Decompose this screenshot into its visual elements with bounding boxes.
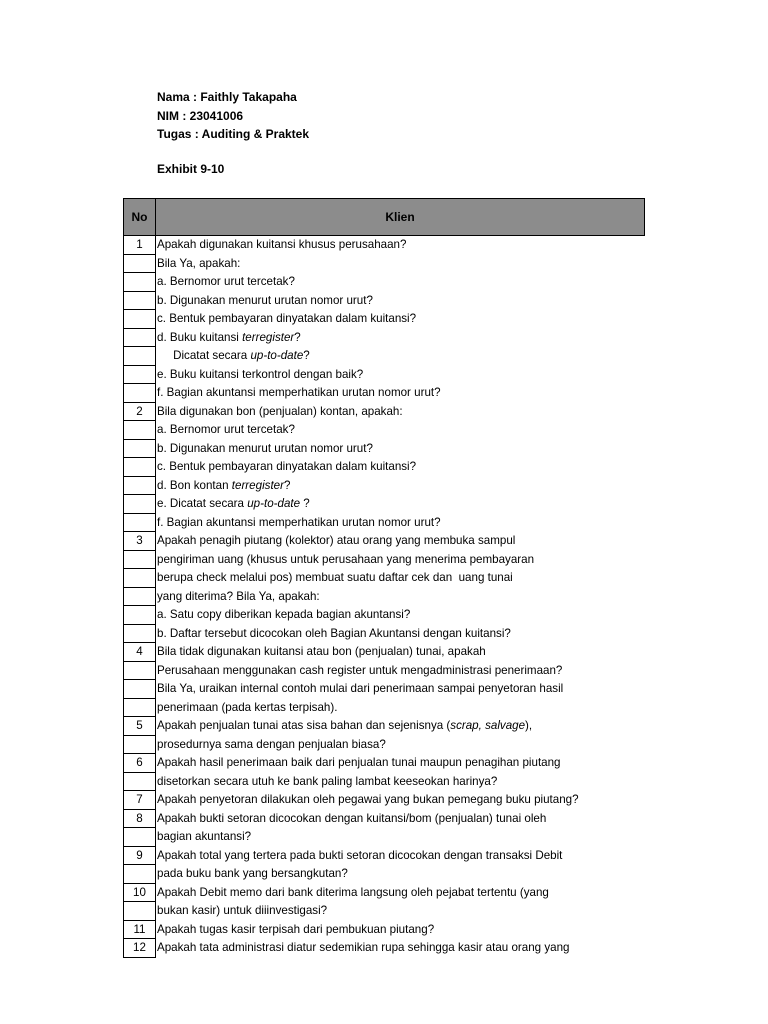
question-text: pengiriman uang (khusus untuk perusahaan yang menerima pembayaran (157, 552, 535, 566)
table-row (124, 865, 645, 884)
question-text: f. Bagian akuntansi memperhatikan urutan nomor urut? (157, 386, 441, 399)
question-text: a. Bernomor urut tercetak? (157, 275, 295, 288)
question-text: c. Bentuk pembayaran dinyatakan dalam kuitansi? (157, 312, 417, 325)
question-text: b. Digunakan menurut urutan nomor urut? (157, 441, 373, 455)
row-number: 8 (124, 809, 156, 828)
table-row (124, 735, 645, 754)
table-row (124, 939, 645, 958)
row-number (124, 865, 156, 884)
table-row (124, 791, 645, 810)
question-text: Apakah Debit memo dari bank diterima langsung oleh pejabat tertentu (yang (157, 885, 549, 899)
row-number (124, 513, 156, 532)
question-text: Apakah bukti setoran dicocokan dengan kuitansi/bom (penjualan) tunai oleh (157, 811, 547, 825)
table-row (124, 902, 645, 921)
question-text: e. Dicatat secara (157, 497, 248, 510)
table-row (124, 809, 645, 828)
table-row (124, 550, 645, 569)
row-question (156, 606, 645, 625)
table-row (124, 532, 645, 551)
question-text: disetorkan secara utuh ke bank paling lambat keeseokan harinya? (157, 774, 498, 788)
student-nim: NIM : 23041006 (157, 108, 244, 123)
question-text: d. Bon kontan (157, 478, 232, 492)
table-row (124, 476, 645, 495)
row-question (156, 439, 645, 458)
row-number (124, 606, 156, 625)
question-text: bagian akuntansi? (157, 830, 252, 843)
question-text: Bila tidak digunakan kuitansi atau bon (penjualan) tunai, apakah (157, 645, 486, 658)
row-question (156, 865, 645, 884)
row-question (156, 328, 645, 347)
table-row (124, 310, 645, 329)
row-number (124, 476, 156, 495)
question-text: Bila Ya, apakah: (157, 256, 241, 270)
table-row (124, 365, 645, 384)
row-question (156, 717, 645, 736)
row-question (156, 772, 645, 791)
question-text: Apakah total yang tertera pada bukti setoran dicocokan dengan transaksi Debit (157, 848, 563, 862)
row-question (156, 587, 645, 606)
question-text: Bila digunakan bon (penjualan) kontan, apakah: (157, 404, 403, 418)
question-text: f. Bagian akuntansi memperhatikan urutan nomor urut? (157, 515, 441, 529)
question-text: b. Daftar tersebut dicocokan oleh Bagian Akuntansi dengan kuitansi? (157, 626, 511, 640)
question-text: Apakah penjualan tunai atas sisa bahan dan sejenisnya ( (157, 719, 451, 732)
row-number (124, 680, 156, 699)
table-row (124, 920, 645, 939)
row-question (156, 513, 645, 532)
question-suffix: ? (294, 330, 301, 344)
questionnaire-table (123, 198, 645, 958)
row-question (156, 550, 645, 569)
row-number: 11 (124, 920, 156, 939)
table-row (124, 439, 645, 458)
row-question (156, 809, 645, 828)
row-number (124, 310, 156, 329)
row-number (124, 902, 156, 921)
row-number (124, 291, 156, 310)
table-row (124, 624, 645, 643)
row-number (124, 698, 156, 717)
row-question (156, 920, 645, 939)
row-question (156, 828, 645, 847)
row-question (156, 347, 645, 366)
row-question (156, 791, 645, 810)
student-name: Nama : Faithly Takapaha (157, 90, 297, 104)
question-text: berupa check melalui pos) membuat suatu daftar cek dan uang tunai (157, 571, 513, 584)
row-question (156, 883, 645, 902)
row-number (124, 384, 156, 403)
question-suffix: ? (300, 497, 310, 510)
row-question (156, 661, 645, 680)
table-row (124, 606, 645, 625)
table-row (124, 347, 645, 366)
row-number (124, 254, 156, 273)
question-text: Apakah tugas kasir terpisah dari pembukuan piutang? (157, 922, 435, 936)
table-row (124, 569, 645, 588)
row-number: 12 (124, 939, 156, 958)
row-number (124, 735, 156, 754)
table-header-row (124, 199, 645, 236)
row-question (156, 476, 645, 495)
row-number (124, 828, 156, 847)
row-question (156, 698, 645, 717)
row-number (124, 273, 156, 292)
question-text: b. Digunakan menurut urutan nomor urut? (157, 293, 373, 307)
row-question (156, 902, 645, 921)
table-row (124, 846, 645, 865)
row-question (156, 421, 645, 440)
row-number: 5 (124, 717, 156, 736)
row-number (124, 550, 156, 569)
row-number (124, 495, 156, 514)
row-number: 1 (124, 236, 156, 255)
row-question (156, 458, 645, 477)
question-text: Apakah tata administrasi diatur sedemikian rupa sehingga kasir atau orang yang (157, 941, 570, 954)
row-number (124, 347, 156, 366)
column-header-klien: Klien (156, 199, 645, 236)
row-question (156, 384, 645, 403)
row-number: 10 (124, 883, 156, 902)
row-question (156, 254, 645, 273)
row-number (124, 772, 156, 791)
row-question (156, 273, 645, 292)
question-text: Bila Ya, uraikan internal contoh mulai dari penerimaan sampai penyetoran hasil (157, 682, 564, 695)
row-question (156, 365, 645, 384)
question-text: Apakah penagih piutang (kolektor) atau orang yang membuka sampul (157, 534, 516, 547)
column-header-no: No (124, 199, 156, 236)
question-text: bukan kasir) untuk diiinvestigasi? (157, 904, 328, 917)
question-suffix: ? (303, 349, 310, 362)
row-question (156, 402, 645, 421)
row-number (124, 569, 156, 588)
row-number (124, 439, 156, 458)
question-suffix: ? (283, 478, 291, 492)
row-question (156, 532, 645, 551)
question-text: Dicatat secara (157, 349, 251, 362)
table-row (124, 402, 645, 421)
table-row (124, 661, 645, 680)
table-row (124, 680, 645, 699)
table-row (124, 698, 645, 717)
table-row (124, 495, 645, 514)
table-row (124, 883, 645, 902)
row-number (124, 624, 156, 643)
table-row (124, 328, 645, 347)
question-text: a. Satu copy diberikan kepada bagian akuntansi? (157, 608, 411, 621)
row-question (156, 495, 645, 514)
row-number: 7 (124, 791, 156, 810)
question-text: yang diterima? Bila Ya, apakah: (157, 589, 320, 603)
row-number: 6 (124, 754, 156, 773)
table-row (124, 236, 645, 255)
table-row (124, 717, 645, 736)
row-number (124, 661, 156, 680)
table-row (124, 643, 645, 662)
row-number: 4 (124, 643, 156, 662)
question-italic-term: scrap, salvage (450, 719, 526, 732)
row-question (156, 754, 645, 773)
assignment-title: Tugas : Auditing & Praktek (157, 127, 310, 141)
question-italic-term: up-to-date (247, 497, 301, 510)
row-number (124, 458, 156, 477)
question-text: Apakah penyetoran dilakukan oleh pegawai yang bukan pemegang buku piutang? (157, 793, 579, 806)
row-number (124, 365, 156, 384)
row-question (156, 310, 645, 329)
question-text: Apakah hasil penerimaan baik dari penjualan tunai maupun penagihan piutang (157, 756, 561, 769)
table-row (124, 384, 645, 403)
table-row (124, 754, 645, 773)
question-text: penerimaan (pada kertas terpisah). (157, 700, 338, 714)
row-question (156, 569, 645, 588)
row-question (156, 624, 645, 643)
question-text: Apakah digunakan kuitansi khusus perusahaan? (157, 238, 407, 252)
question-text: a. Bernomor urut tercetak? (157, 423, 295, 436)
table-row (124, 291, 645, 310)
question-text: prosedurnya sama dengan penjualan biasa? (157, 737, 386, 751)
table-row (124, 772, 645, 791)
question-text: Perusahaan menggunakan cash register untuk mengadministrasi penerimaan? (157, 663, 563, 677)
question-text: e. Buku kuitansi terkontrol dengan baik? (157, 367, 364, 381)
row-question (156, 939, 645, 958)
question-suffix: ), (525, 719, 533, 732)
table-row (124, 828, 645, 847)
table-row (124, 421, 645, 440)
table-row (124, 587, 645, 606)
row-question (156, 846, 645, 865)
row-question (156, 236, 645, 255)
row-number: 9 (124, 846, 156, 865)
row-question (156, 680, 645, 699)
question-italic-term: up-to-date (250, 349, 304, 362)
row-question (156, 735, 645, 754)
table-row (124, 273, 645, 292)
exhibit-title: Exhibit 9-10 (157, 162, 225, 176)
question-text: c. Bentuk pembayaran dinyatakan dalam kuitansi? (157, 460, 417, 473)
question-text: pada buku bank yang bersangkutan? (157, 867, 348, 880)
question-italic-term: terregister (242, 330, 295, 344)
row-question (156, 643, 645, 662)
row-number: 2 (124, 402, 156, 421)
row-number: 3 (124, 532, 156, 551)
table-row (124, 458, 645, 477)
question-text: d. Buku kuitansi (157, 330, 243, 344)
row-number (124, 421, 156, 440)
table-row (124, 513, 645, 532)
row-number (124, 328, 156, 347)
row-number (124, 587, 156, 606)
header-block (157, 88, 309, 144)
table-row (124, 254, 645, 273)
question-italic-term: terregister (231, 478, 284, 492)
row-question (156, 291, 645, 310)
